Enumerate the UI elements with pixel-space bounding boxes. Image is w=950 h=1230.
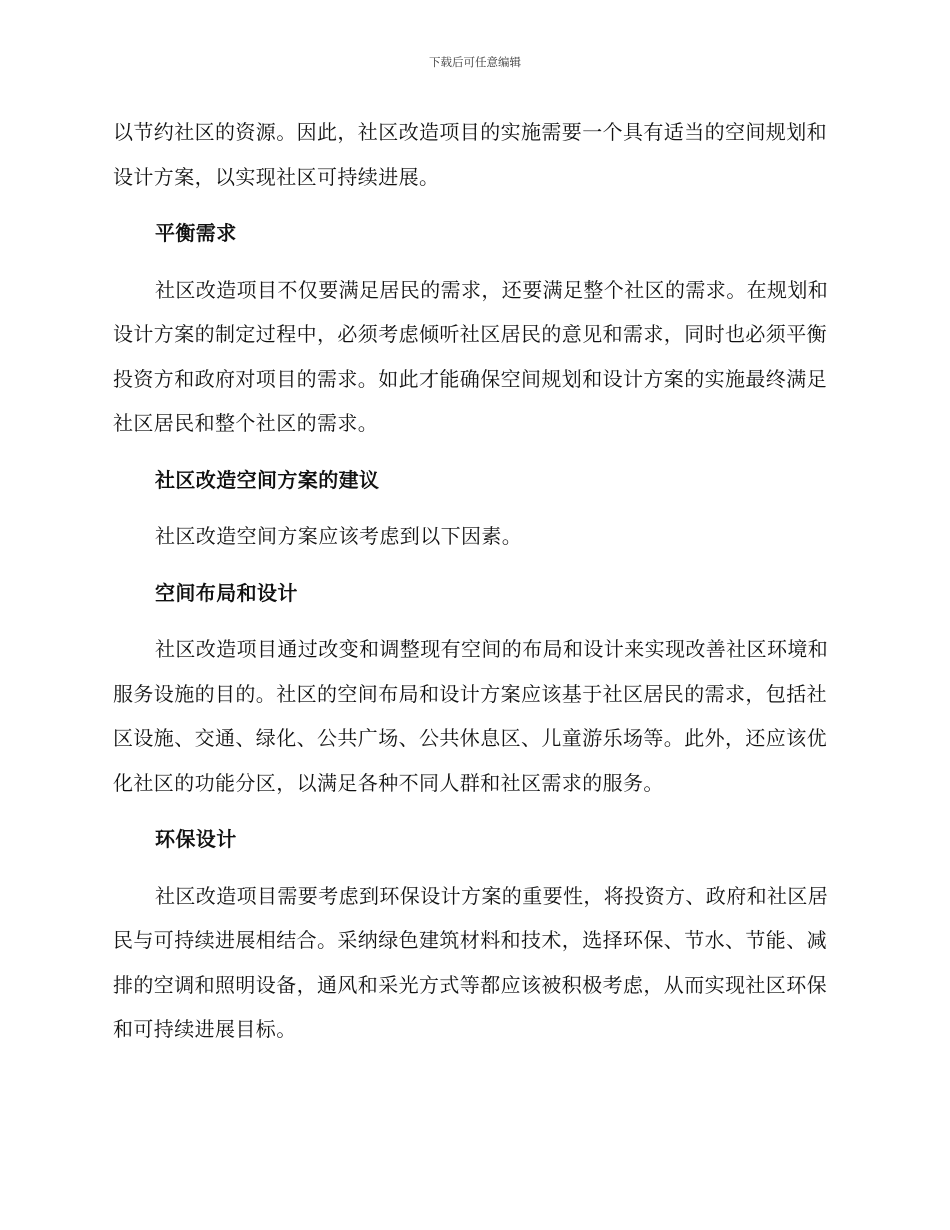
heading-layout-design: 空间布局和设计 xyxy=(155,580,298,605)
heading-space-plan-suggestions: 社区改造空间方案的建议 xyxy=(155,467,380,492)
document-body xyxy=(113,110,835,1064)
paragraph-balance-needs: 社区改造项目不仅要满足居民的需求，还要满足整个社区的需求。在规划和设计方案的制定过程中，必须考虑倾听社区居民的意见和需求，同时也必须平衡投资方和政府对项目的需求。如此才能确保空间规划和设计方案的实施最终满足社区居民和整个社区的需求。 xyxy=(113,277,829,435)
heading-balance-needs: 平衡需求 xyxy=(155,221,237,245)
paragraph-layout-design: 社区改造项目通过改变和调整现有空间的布局和设计来实现改善社区环境和服务设施的目的。社区的空间布局和设计方案应该基于社区居民的需求，包括社区设施、交通、绿化、公共广场、公共休息区、儿童游乐场等。此外，还应该优化社区的功能分区，以满足各种不同人群和社区需求的服务。 xyxy=(113,637,829,795)
heading-eco-design: 环保设计 xyxy=(155,827,237,851)
page-header: 下载后可任意编辑 xyxy=(429,55,521,69)
paragraph-space-plan-suggestions: 社区改造空间方案应该考虑到以下因素。 xyxy=(155,524,523,548)
paragraph-intro: 以节约社区的资源。因此，社区改造项目的实施需要一个具有适当的空间规划和设计方案，以实现社区可持续进展。 xyxy=(113,120,827,189)
paragraph-eco-design: 社区改造项目需要考虑到环保设计方案的重要性，将投资方、政府和社区居民与可持续进展相结合。采纳绿色建筑材料和技术，选择环保、节水、节能、减排的空调和照明设备，通风和采光方式等都应该被积极考虑，从而实现社区环保和可持续进展目标。 xyxy=(113,883,829,1041)
